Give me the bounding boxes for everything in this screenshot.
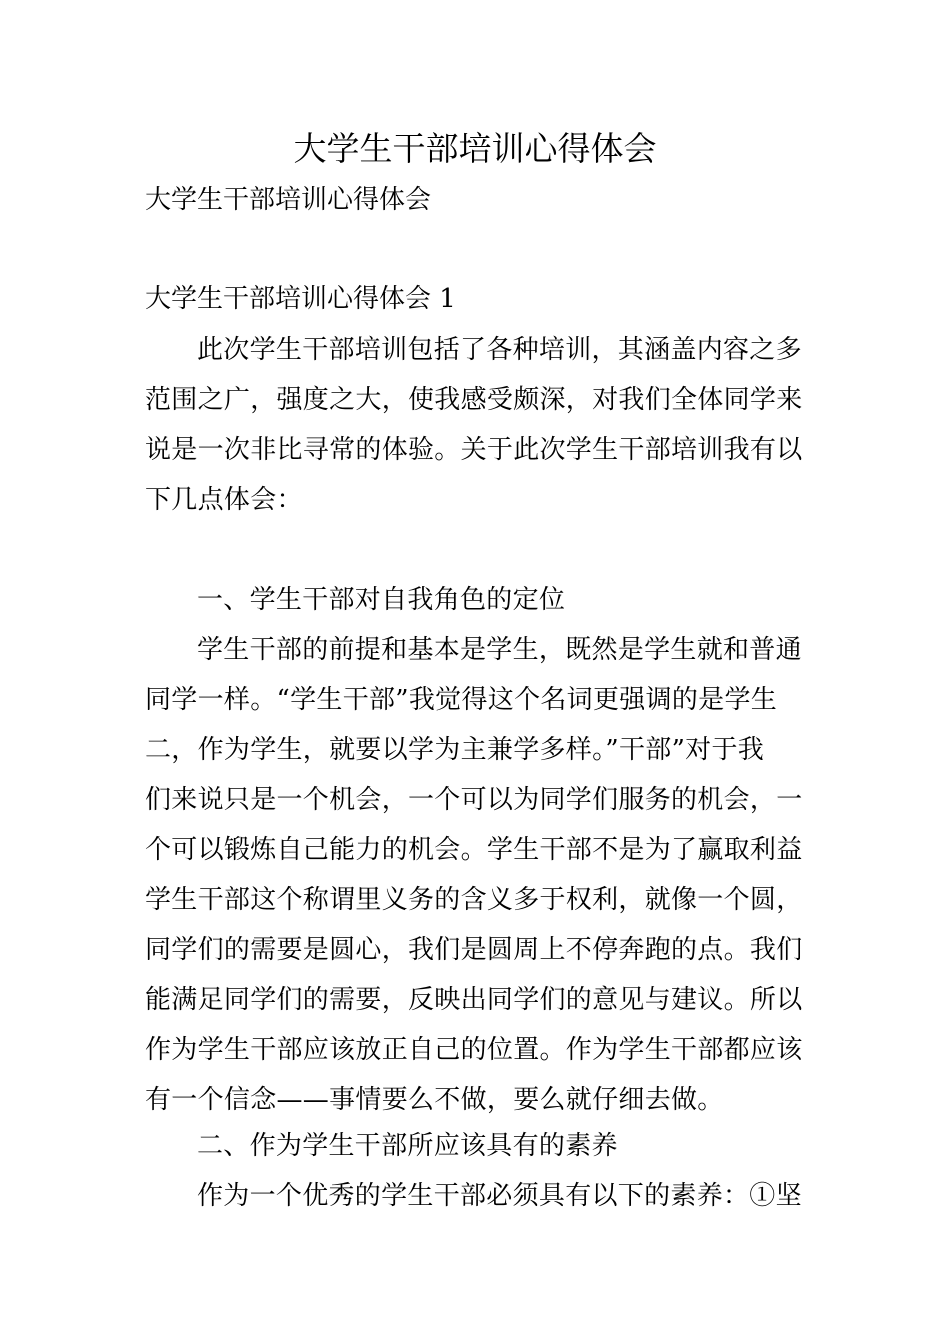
- paragraph-line: 说是一次非比寻常的体验。关于此次学生干部培训我有以: [145, 435, 803, 465]
- section-title: 大学生干部培训心得体会 1: [145, 284, 456, 314]
- paragraph-line: 作为一个优秀的学生干部必须具有以下的素养：①坚: [197, 1181, 802, 1211]
- paragraph-line: 有一个信念——事情要么不做，要么就仔细去做。: [145, 1085, 724, 1115]
- paragraph-line: 此次学生干部培训包括了各种培训，其涵盖内容之多: [197, 335, 802, 365]
- paragraph-line: 能满足同学们的需要，反映出同学们的意见与建议。所以: [145, 985, 803, 1015]
- paragraph-3: [145, 1171, 810, 1221]
- paragraph-2: [145, 625, 810, 1125]
- heading-text: 一、学生干部对自我角色的定位: [197, 585, 566, 615]
- paragraph-line: 同学一样。“学生干部”我觉得这个名词更强调的是学生: [145, 685, 778, 715]
- paragraph-line: 作为学生干部应该放正自己的位置。作为学生干部都应该: [145, 1035, 803, 1065]
- paragraph-line: 二，作为学生，就要以学为主兼学多样。”干部”对于我: [145, 735, 765, 765]
- paragraph-line: 学生干部的前提和基本是学生，既然是学生就和普通: [197, 635, 802, 665]
- document-title: 大学生干部培训心得体会: [293, 129, 657, 168]
- heading-1: [145, 575, 810, 625]
- heading-2: [145, 1121, 810, 1171]
- paragraph-line: 们来说只是一个机会，一个可以为同学们服务的机会，一: [145, 785, 803, 815]
- paragraph-1: [145, 325, 810, 525]
- paragraph-line: 下几点体会：: [145, 485, 303, 515]
- paragraph-line: 同学们的需要是圆心，我们是圆周上不停奔跑的点。我们: [145, 935, 803, 965]
- paragraph-line: 个可以锻炼自己能力的机会。学生干部不是为了赢取利益: [145, 835, 803, 865]
- paragraph-line: 学生干部这个称谓里义务的含义多于权利，就像一个圆，: [145, 885, 803, 915]
- heading-text: 二、作为学生干部所应该具有的素养: [197, 1131, 618, 1161]
- paragraph-line: 范围之广，强度之大，使我感受颇深，对我们全体同学来: [145, 385, 803, 415]
- document-subtitle: 大学生干部培训心得体会: [145, 185, 432, 215]
